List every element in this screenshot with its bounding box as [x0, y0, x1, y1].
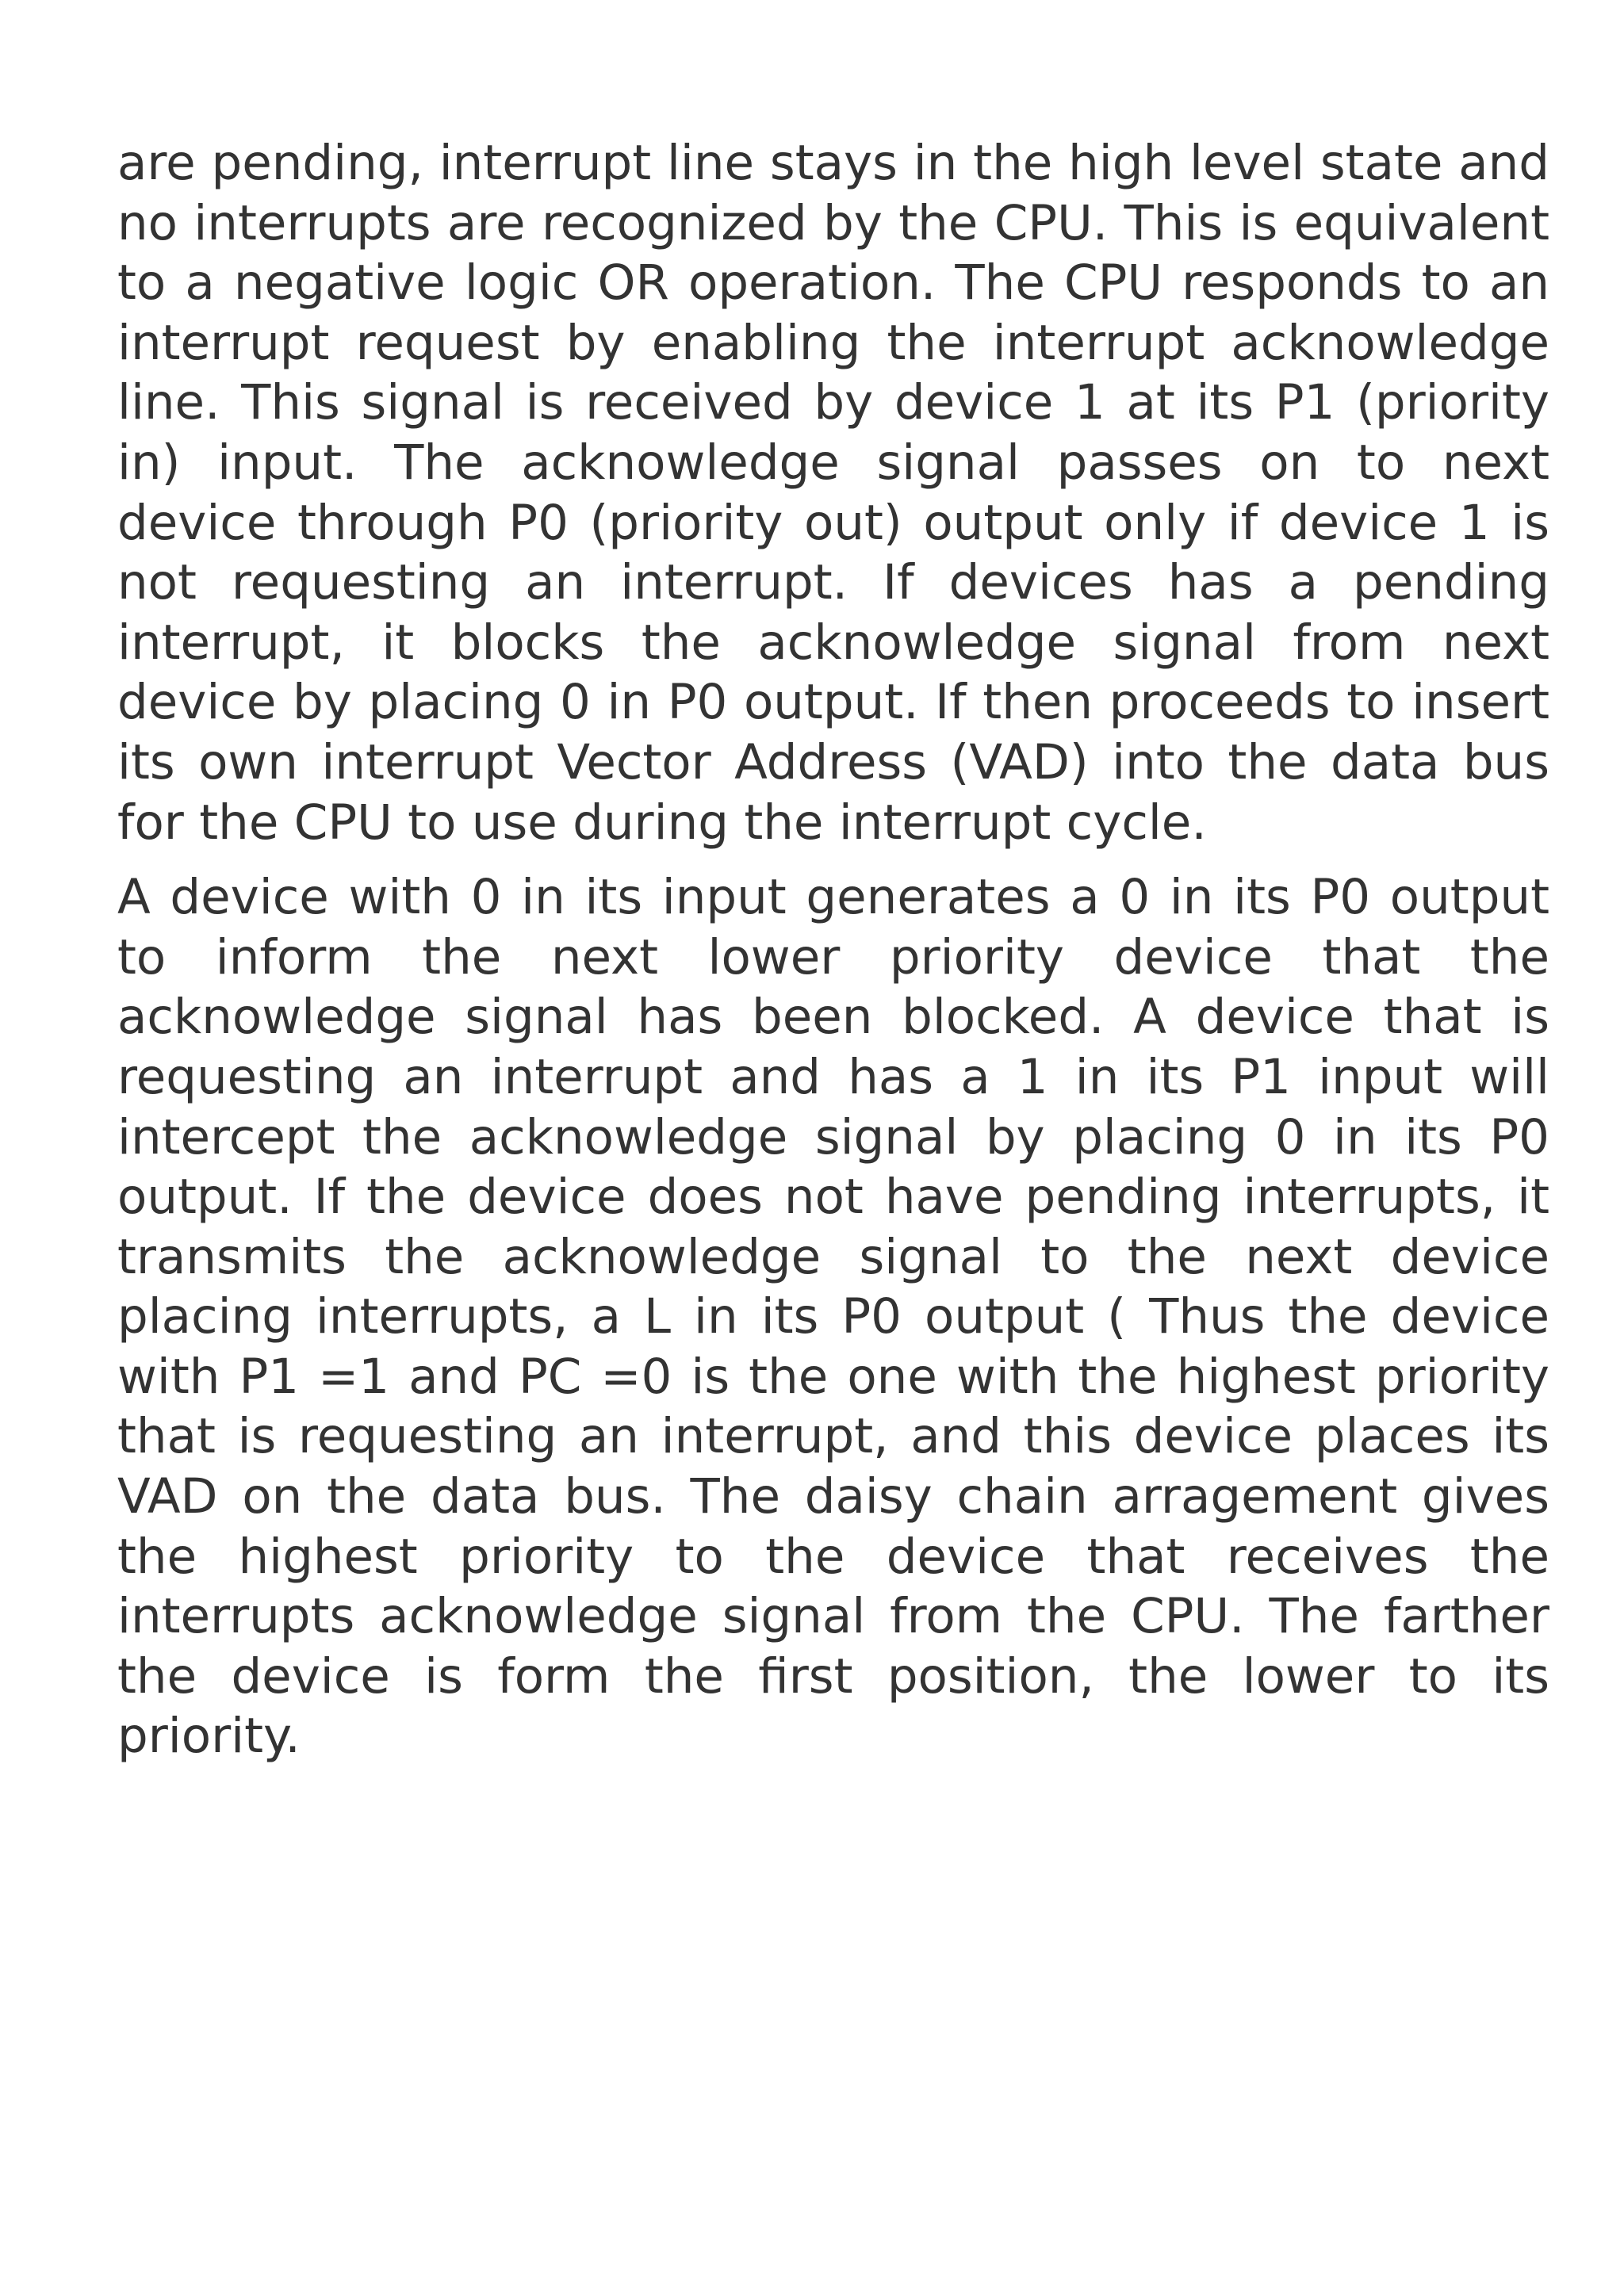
paragraph-daisy-chain-priority: A device with 0 in its input generates a 0 in its P0 output to inform the next lower priority device that the acknowledge signal has been blocked. A device that is requesting an interrupt and has a 1 in its P1 input will intercept the acknowledge signal by placing 0 in its P0 output. If the device does not have pending interrupts, it transmits the acknowledge signal to the next device placing interrupts, a L in its P0 output ( Thus the device with P1 =1 and PC =0 is the one with the highest priority that is requesting an interrupt, and this device places its VAD on the data bus. The daisy chain arragement gives the highest priority to the device that receives the interrupts acknowledge signal from the CPU. The farther the device is form the first position, the lower to its priority.	[117, 869, 1549, 1765]
paragraph-interrupt-acknowledge: are pending, interrupt line stays in the high level state and no interrupts are recognized by the CPU. This is equivalent to a negative logic OR operation. The CPU responds to an interrupt request by enabling the interrupt acknowledge line. This signal is received by device 1 at its P1 (priority in) input. The acknowledge signal passes on to next device through P0 (priority out) output only if device 1 is not requesting an interrupt. If devices has a pending interrupt, it blocks the acknowledge signal from next device by placing 0 in P0 output. If then proceeds to insert its own interrupt Vector Address (VAD) into the data bus for the CPU to use during the interrupt cycle.	[117, 135, 1549, 851]
document-page	[117, 133, 1549, 1766]
